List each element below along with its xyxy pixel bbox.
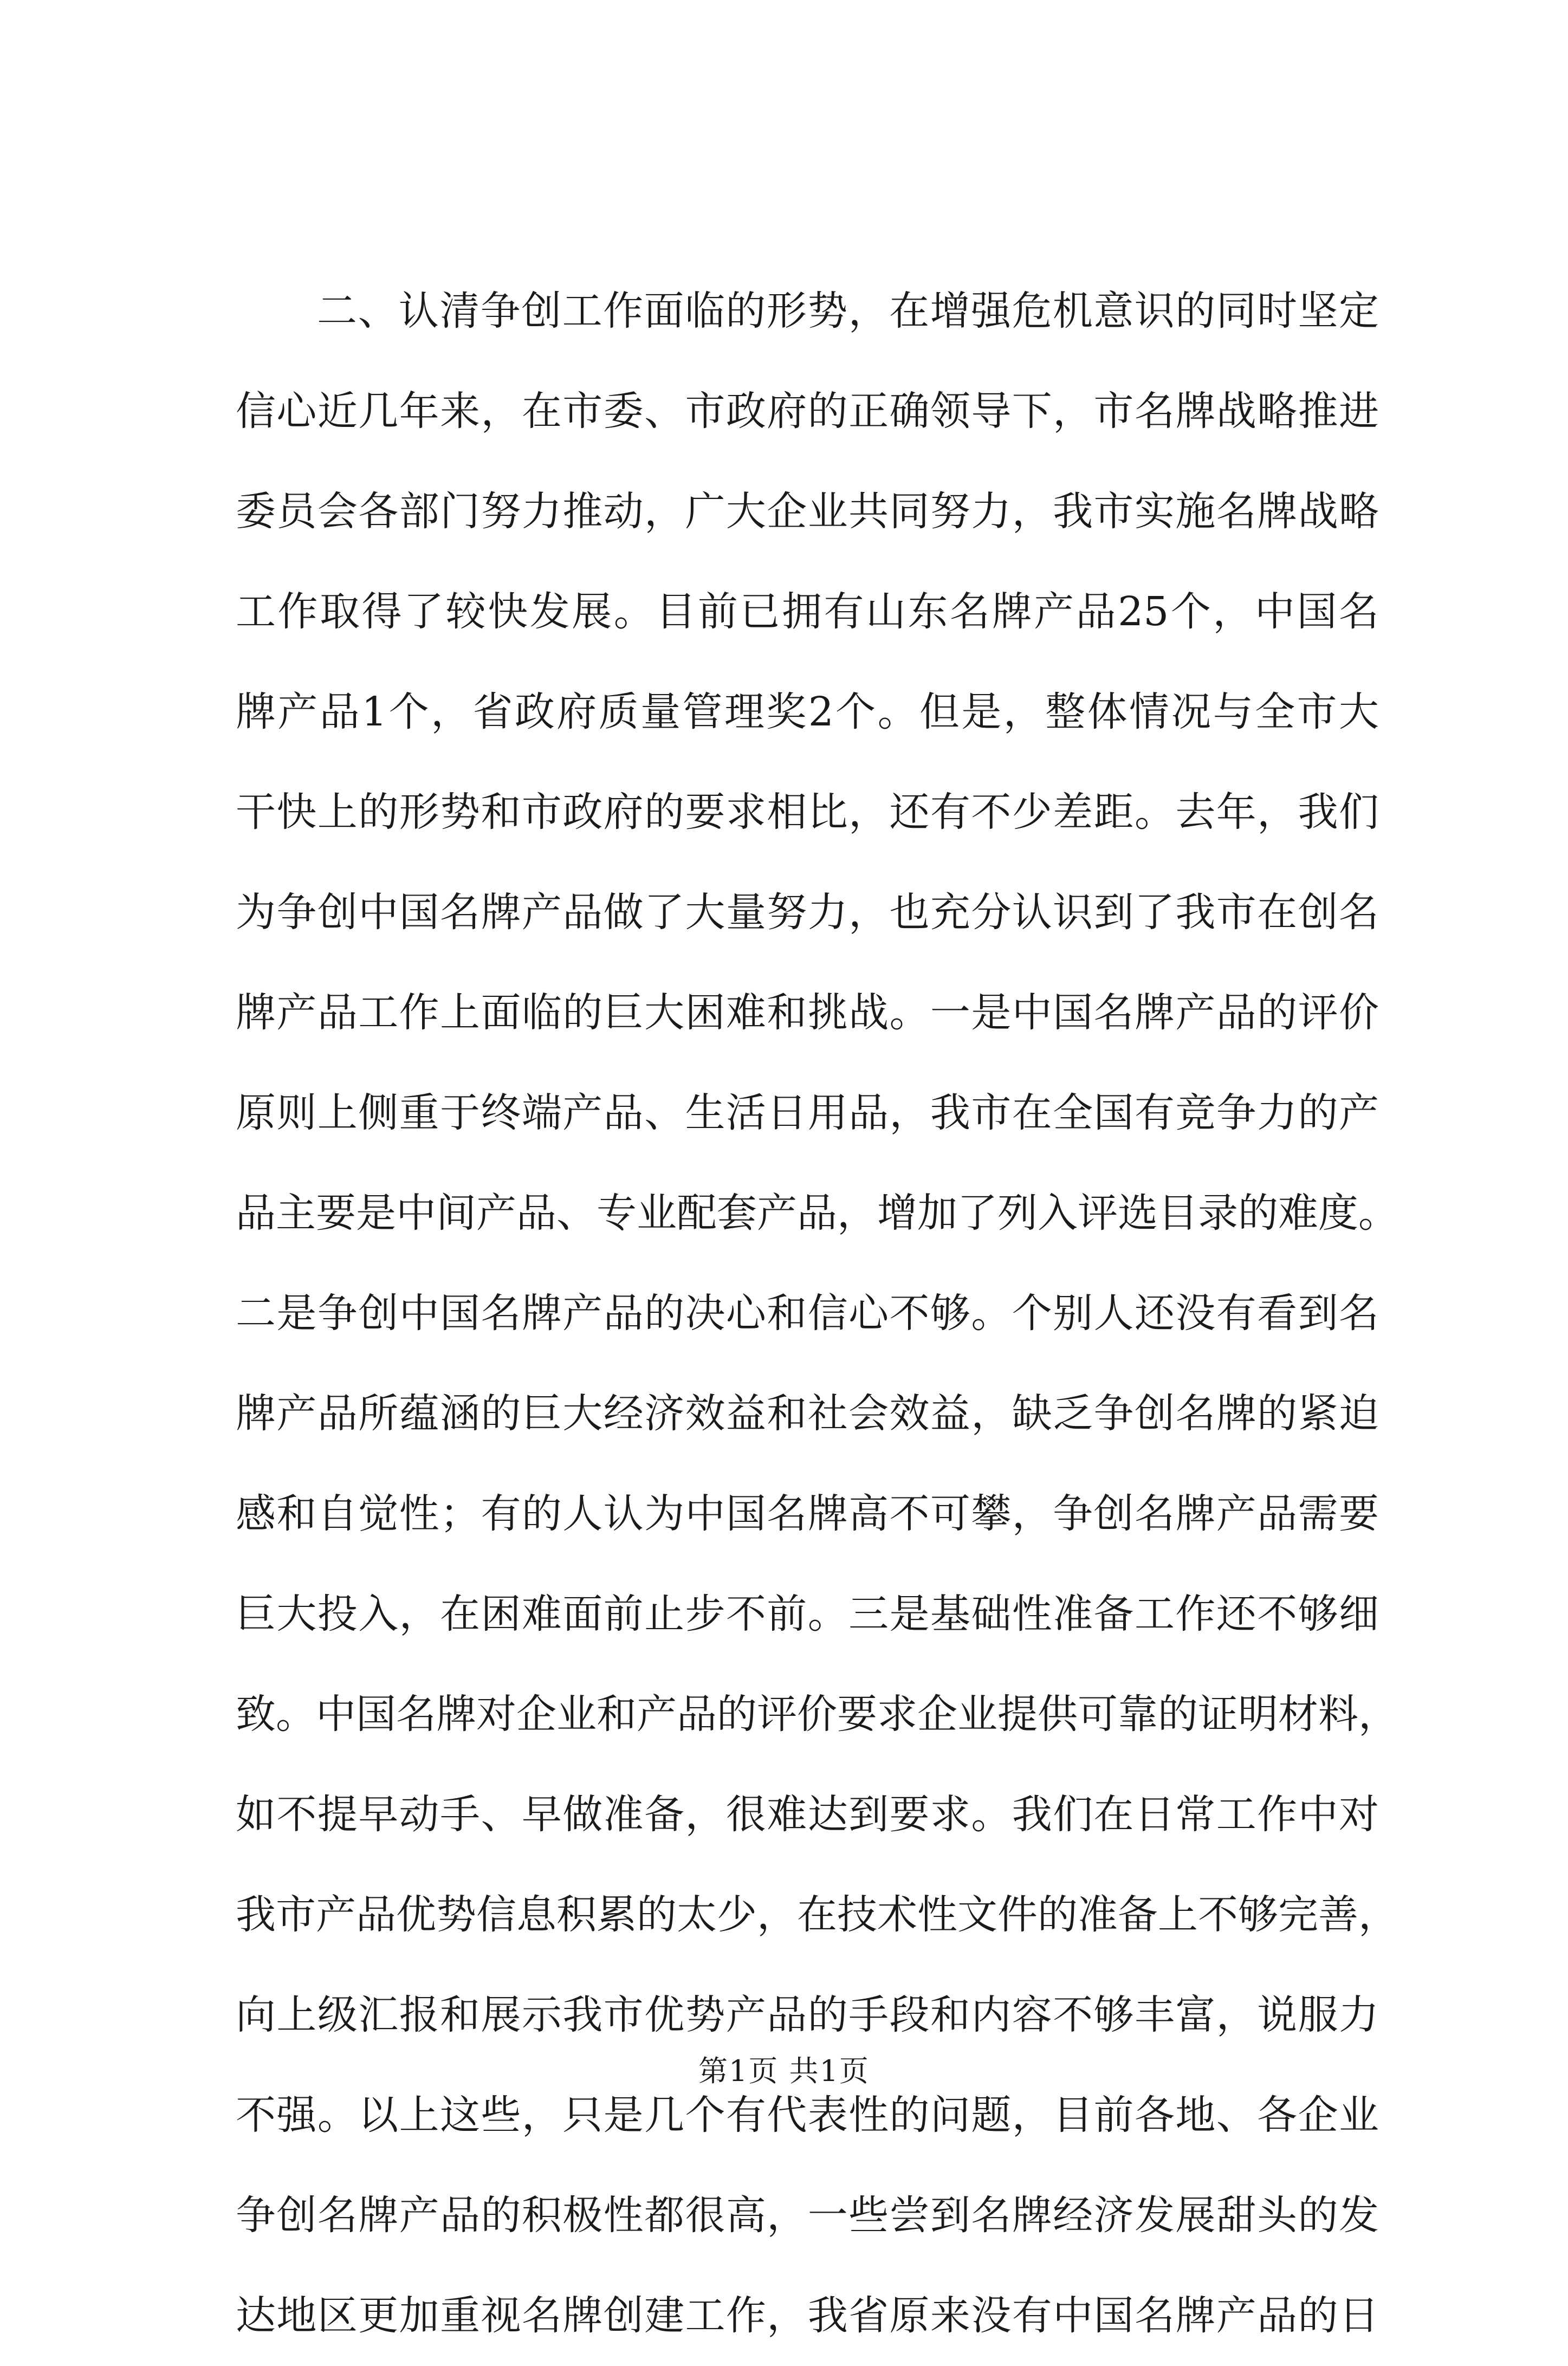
paragraph-line: 二、认清争创工作面临的形势，在增强危机意识的同时坚定 [317,288,1379,334]
paragraph-line: 牌产品所蕴涵的巨大经济效益和社会效益，缺乏争创名牌的紧迫 [236,1390,1379,1437]
paragraph-line: 牌产品工作上面临的巨大困难和挑战。一是中国名牌产品的评价 [236,989,1379,1036]
paragraph-line: 争创名牌产品的积极性都很高，一些尝到名牌经济发展甜头的发 [236,2192,1379,2239]
paragraph-line: 感和自觉性；有的人认为中国名牌高不可攀，争创名牌产品需要 [236,1490,1379,1537]
paragraph-line: 向上级汇报和展示我市优势产品的手段和内容不够丰富，说服力 [236,1992,1379,2038]
paragraph-line: 工作取得了较快发展。目前已拥有山东名牌产品25个，中国名 [236,588,1379,635]
paragraph-line: 委员会各部门努力推动，广大企业共同努力，我市实施名牌战略 [236,488,1379,535]
paragraph-line: 为争创中国名牌产品做了大量努力，也充分认识到了我市在创名 [236,889,1379,936]
paragraph-line: 牌产品1个，省政府质量管理奖2个。但是，整体情况与全市大 [236,689,1379,735]
paragraph-line: 如不提早动手、早做准备，很难达到要求。我们在日常工作中对 [236,1791,1379,1838]
paragraph-line: 干快上的形势和市政府的要求相比，还有不少差距。去年，我们 [236,789,1379,835]
paragraph-line: 信心近几年来，在市委、市政府的正确领导下，市名牌战略推进 [236,388,1379,435]
paragraph-line: 达地区更加重视名牌创建工作，我省原来没有中国名牌产品的日 [236,2292,1379,2339]
paragraph-line: 品主要是中间产品、专业配套产品，增加了列入评选目录的难度。 [236,1190,1398,1236]
paragraph-line: 巨大投入，在困难面前止步不前。三是基础性准备工作还不够细 [236,1591,1379,1637]
paragraph-line: 我市产品优势信息积累的太少，在技术性文件的准备上不够完善， [236,1891,1398,1938]
paragraph-line: 二是争创中国名牌产品的决心和信心不够。个别人还没有看到名 [236,1290,1379,1337]
paragraph-line: 不强。以上这些，只是几个有代表性的问题，目前各地、各企业 [236,2092,1379,2138]
paragraph-line: 致。中国名牌对企业和产品的评价要求企业提供可靠的证明材料， [236,1691,1398,1738]
page-number-footer: 第1页 共1页 [698,2054,870,2088]
paragraph-line: 原则上侧重于终端产品、生活日用品，我市在全国有竞争力的产 [236,1090,1379,1136]
